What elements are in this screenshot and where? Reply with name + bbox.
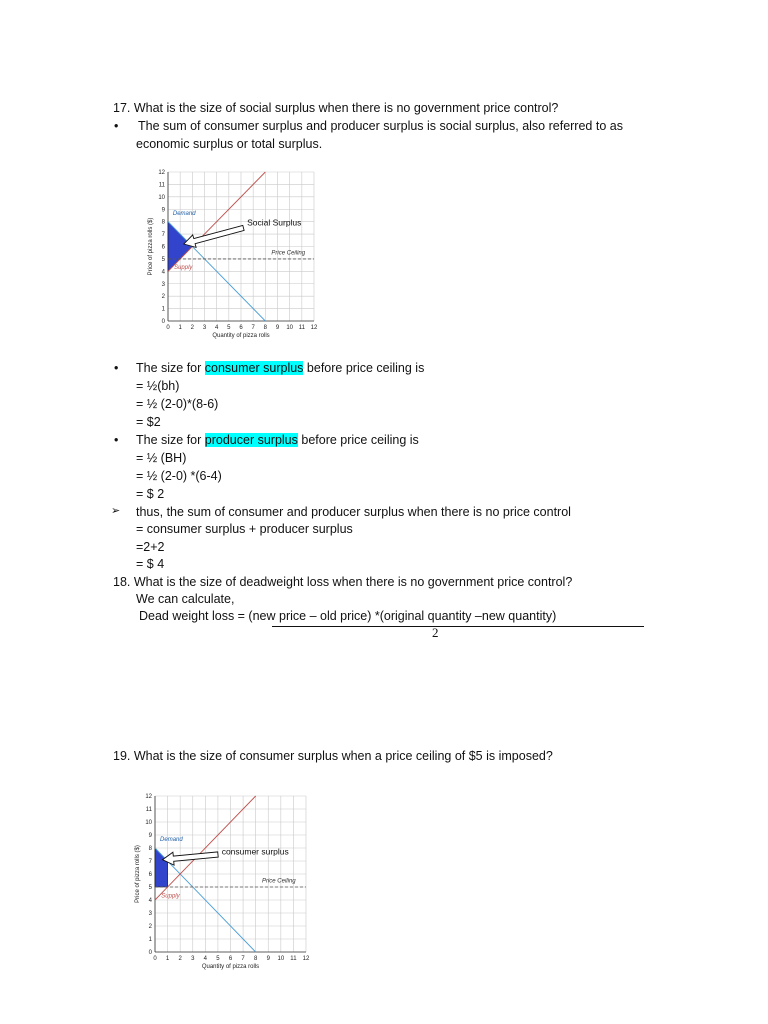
price-ceiling-label: Price Ceiling	[271, 250, 306, 257]
y-tick-label: 8	[161, 219, 165, 226]
surplus-region	[155, 848, 168, 887]
x-tick-label: 10	[286, 325, 294, 331]
y-tick-label: 7	[148, 859, 152, 865]
x-tick-label: 5	[227, 325, 231, 331]
y-tick-label: 4	[148, 898, 152, 904]
x-tick-label: 3	[191, 956, 195, 962]
y-tick-label: 1	[161, 306, 165, 313]
y-tick-label: 2	[148, 924, 152, 930]
y-tick-label: 5	[148, 885, 152, 891]
fraction-denominator: 2	[432, 625, 439, 640]
supply-label: Supply	[174, 264, 193, 271]
chart-svg	[123, 785, 318, 978]
y-tick-label: 10	[145, 820, 152, 826]
supply-label: Supply	[161, 893, 180, 900]
y-tick-label: 3	[148, 911, 152, 917]
x-tick-label: 4	[203, 956, 208, 962]
sum-line: =2+2	[136, 540, 165, 554]
x-tick-label: 11	[290, 956, 297, 962]
x-tick-label: 8	[263, 325, 268, 331]
x-axis-title: Quantity of pizza rolls	[212, 333, 270, 339]
social-surplus-definition-line-2: economic surplus or total surplus.	[136, 137, 323, 151]
consumer-surplus-heading: The size for consumer surplus before price ceiling is	[136, 361, 425, 375]
question-17: 17. What is the size of social surplus when there is no government price control?	[113, 101, 559, 115]
bullet-icon: •	[114, 361, 119, 375]
y-tick-label: 12	[158, 170, 165, 176]
x-tick-label: 12	[302, 956, 310, 962]
y-tick-label: 4	[161, 269, 165, 276]
x-tick-label: 2	[178, 956, 182, 962]
x-tick-label: 6	[239, 325, 243, 331]
x-tick-label: 7	[251, 325, 255, 331]
y-tick-label: 8	[148, 846, 152, 852]
producer-surplus-heading: The size for producer surplus before price ceiling is	[136, 433, 419, 447]
x-tick-label: 12	[310, 325, 318, 331]
consumer-surplus-highlight: consumer surplus	[204, 361, 304, 375]
x-tick-label: 11	[298, 325, 305, 331]
ps-formula-line: = ½ (2-0) *(6-4)	[136, 469, 222, 483]
x-tick-label: 8	[253, 956, 258, 962]
cs-formula-line: = ½ (2-0)*(8-6)	[136, 397, 219, 411]
cs-result-line: = $2	[136, 415, 161, 429]
arrow-bullet-icon: ➢	[111, 505, 121, 517]
x-tick-label: 5	[216, 956, 220, 962]
callout-label: consumer surplus	[221, 846, 289, 857]
y-tick-label: 11	[145, 807, 152, 813]
y-tick-label: 6	[161, 244, 165, 251]
producer-surplus-highlight: producer surplus	[204, 433, 298, 447]
x-tick-label: 7	[241, 956, 245, 962]
y-tick-label: 10	[158, 194, 165, 201]
bullet-icon: •	[114, 433, 119, 447]
demand-label: Demand	[160, 836, 183, 843]
demand-label: Demand	[172, 210, 196, 217]
x-axis-title: Quantity of pizza rolls	[201, 964, 260, 970]
chart-svg	[138, 160, 323, 350]
y-tick-label: 6	[148, 872, 152, 878]
x-tick-label: 9	[275, 325, 280, 331]
social-surplus-definition-line-1: The sum of consumer surplus and producer surplus is social surplus, also referred to as	[138, 119, 623, 133]
x-tick-label: 0	[153, 956, 157, 962]
sum-line: = consumer surplus + producer surplus	[136, 522, 353, 536]
cs-formula-line: = ½(bh)	[136, 379, 180, 393]
x-tick-label: 1	[165, 956, 170, 962]
thus-line: thus, the sum of consumer and producer surplus when there is no price control	[136, 505, 571, 519]
ps-result-line: = $ 2	[136, 487, 165, 501]
deadweight-loss-formula: Dead weight loss = (new price – old price) *(original quantity –new quantity)	[139, 609, 557, 623]
bullet-icon: •	[114, 119, 119, 133]
question-18: 18. What is the size of deadweight loss when there is no government price control?	[113, 575, 573, 589]
y-tick-label: 2	[161, 294, 165, 301]
x-tick-label: 1	[178, 325, 182, 331]
y-tick-label: 12	[145, 794, 152, 800]
question-19: 19. What is the size of consumer surplus when a price ceiling of $5 is imposed?	[113, 749, 553, 763]
we-can-calculate: We can calculate,	[136, 592, 235, 606]
x-tick-label: 6	[228, 956, 233, 962]
y-tick-label: 0	[148, 950, 152, 956]
callout-label: Social Surplus	[247, 217, 302, 228]
x-tick-label: 9	[266, 956, 270, 962]
social-surplus-chart	[138, 160, 323, 350]
callout-arrow-icon	[184, 225, 244, 247]
y-tick-label: 9	[148, 833, 152, 839]
y-tick-label: 7	[161, 232, 165, 239]
x-tick-label: 4	[214, 325, 219, 331]
y-axis-title: Price of pizza rolls ($)	[148, 217, 154, 276]
y-axis-title: Price of pizza rolls ($)	[135, 845, 141, 903]
y-tick-label: 3	[161, 281, 165, 288]
y-tick-label: 5	[161, 256, 165, 263]
y-tick-label: 0	[161, 319, 165, 325]
y-tick-label: 11	[158, 182, 165, 189]
sum-result-line: = $ 4	[136, 557, 165, 571]
consumer-surplus-chart	[123, 785, 318, 978]
price-ceiling-label: Price Ceiling	[261, 878, 296, 885]
y-tick-label: 9	[161, 207, 165, 214]
x-tick-label: 10	[277, 956, 285, 962]
x-tick-label: 0	[166, 325, 170, 331]
ps-formula-line: = ½ (BH)	[136, 451, 187, 465]
x-tick-label: 3	[202, 325, 207, 331]
x-tick-label: 2	[190, 325, 195, 331]
fraction-bar	[272, 626, 644, 627]
y-tick-label: 1	[148, 937, 152, 943]
